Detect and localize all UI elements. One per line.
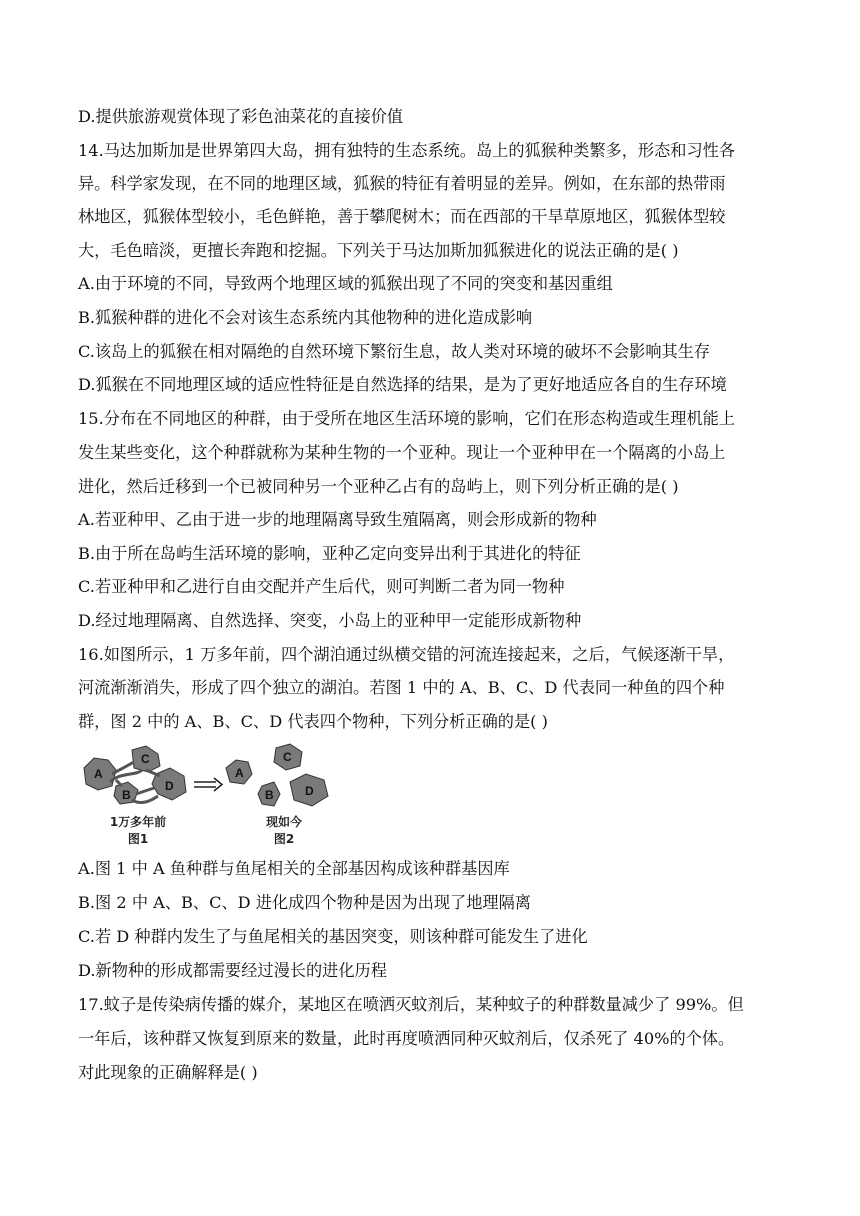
q15-option-a: A.若亚种甲、乙由于进一步的地理隔离导致生殖隔离，则会形成新的物种 <box>78 510 597 529</box>
q15-stem-line-3: 进化，然后迁移到一个已被同种另一个亚种乙占有的岛屿上，则下列分析正确的是( ) <box>78 477 679 496</box>
q17-stem-line-2: 一年后，该种群又恢复到原来的数量，此时再度喷洒同种灭蚊剂后，仅杀死了 40%的个体。 <box>78 1029 735 1048</box>
fig1-caption-era: 1万多年前 <box>109 815 167 829</box>
q15-option-d: D.经过地理隔离、自然选择、突变，小岛上的亚种甲一定能形成新物种 <box>78 611 582 630</box>
q16-option-d: D.新物种的形成都需要经过漫长的进化历程 <box>78 961 387 980</box>
q16-option-a: A.图 1 中 A 鱼种群与鱼尾相关的全部基因构成该种群基因库 <box>78 859 510 878</box>
fig2-label-a: A <box>235 766 244 780</box>
double-arrow-icon <box>194 778 222 791</box>
fig2-label-c: C <box>283 750 292 764</box>
q14-stem-line-3: 林地区，狐猴体型较小，毛色鲜艳，善于攀爬树木；而在西部的干旱草原地区，狐猴体型较 <box>78 207 726 226</box>
q16-stem-line-2: 河流渐渐消失，形成了四个独立的湖泊。若图 1 中的 A、B、C、D 代表同一种鱼的四个种 <box>78 678 725 697</box>
q16-stem-line-3: 群，图 2 中的 A、B、C、D 代表四个物种，下列分析正确的是( ) <box>78 712 548 731</box>
q17-stem-line-3: 对此现象的正确解释是( ) <box>78 1063 258 1082</box>
q17-stem-line-1: 17.蚊子是传染病传播的媒介，某地区在喷洒灭蚊剂后，某种蚊子的种群数量减少了 99%。但 <box>78 995 744 1014</box>
q15-option-c: C.若亚种甲和乙进行自由交配并产生后代，则可判断二者为同一物种 <box>78 577 565 596</box>
q15-option-b: B.由于所在岛屿生活环境的影响，亚种乙定向变异出利于其进化的特征 <box>78 544 581 563</box>
q14-option-b: B.狐猴种群的进化不会对该生态系统内其他物种的进化造成影响 <box>78 308 533 327</box>
fig2-label-d: D <box>305 784 314 798</box>
fig1-caption-number: 图1 <box>127 832 149 846</box>
q14-option-d: D.狐猴在不同地理区域的适应性特征是自然选择的结果，是为了更好地适应各自的生存环境 <box>78 375 727 394</box>
q16-option-c: C.若 D 种群内发生了与鱼尾相关的基因突变，则该种群可能发生了进化 <box>78 927 588 946</box>
q15-stem-line-2: 发生某些变化，这个种群就称为某种生物的一个亚种。现让一个亚种甲在一个隔离的小岛上 <box>78 443 726 462</box>
q16-stem-line-1: 16.如图所示，1 万多年前，四个湖泊通过纵横交错的河流连接起来，之后，气候逐渐干旱， <box>78 645 735 664</box>
q14-option-a: A.由于环境的不同，导致两个地理区域的狐猴出现了不同的突变和基因重组 <box>78 274 613 293</box>
fig1-label-b: B <box>122 788 131 802</box>
q14-option-c: C.该岛上的狐猴在相对隔绝的自然环境下繁衍生息，故人类对环境的破坏不会影响其生存 <box>78 342 711 361</box>
lake-figure <box>76 740 346 850</box>
fig2-label-b: B <box>265 788 274 802</box>
q14-stem-line-2: 异。科学家发现，在不同的地理区域，狐猴的特征有着明显的差异。例如，在东部的热带雨 <box>78 174 726 193</box>
q14-stem-line-1: 14.马达加斯加是世界第四大岛，拥有独特的生态系统。岛上的狐猴种类繁多，形态和习性各 <box>78 141 736 160</box>
fig1-label-d: D <box>165 779 174 793</box>
q14-stem-line-4: 大，毛色暗淡，更擅长奔跑和挖掘。下列关于马达加斯加狐猴进化的说法正确的是( ) <box>78 241 679 260</box>
fig2-caption-number: 图2 <box>273 832 295 846</box>
q15-stem-line-1: 15.分布在不同地区的种群，由于受所在地区生活环境的影响，它们在形态构造或生理机能上 <box>78 409 736 428</box>
fig2-caption-era: 现如今 <box>265 815 303 829</box>
fig1-label-c: C <box>141 752 150 766</box>
lake-diagram <box>76 740 346 850</box>
option-13d: D.提供旅游观赏体现了彩色油菜花的直接价值 <box>78 107 404 126</box>
fig1-label-a: A <box>94 767 103 781</box>
q16-option-b: B.图 2 中 A、B、C、D 进化成四个物种是因为出现了地理隔离 <box>78 893 531 912</box>
